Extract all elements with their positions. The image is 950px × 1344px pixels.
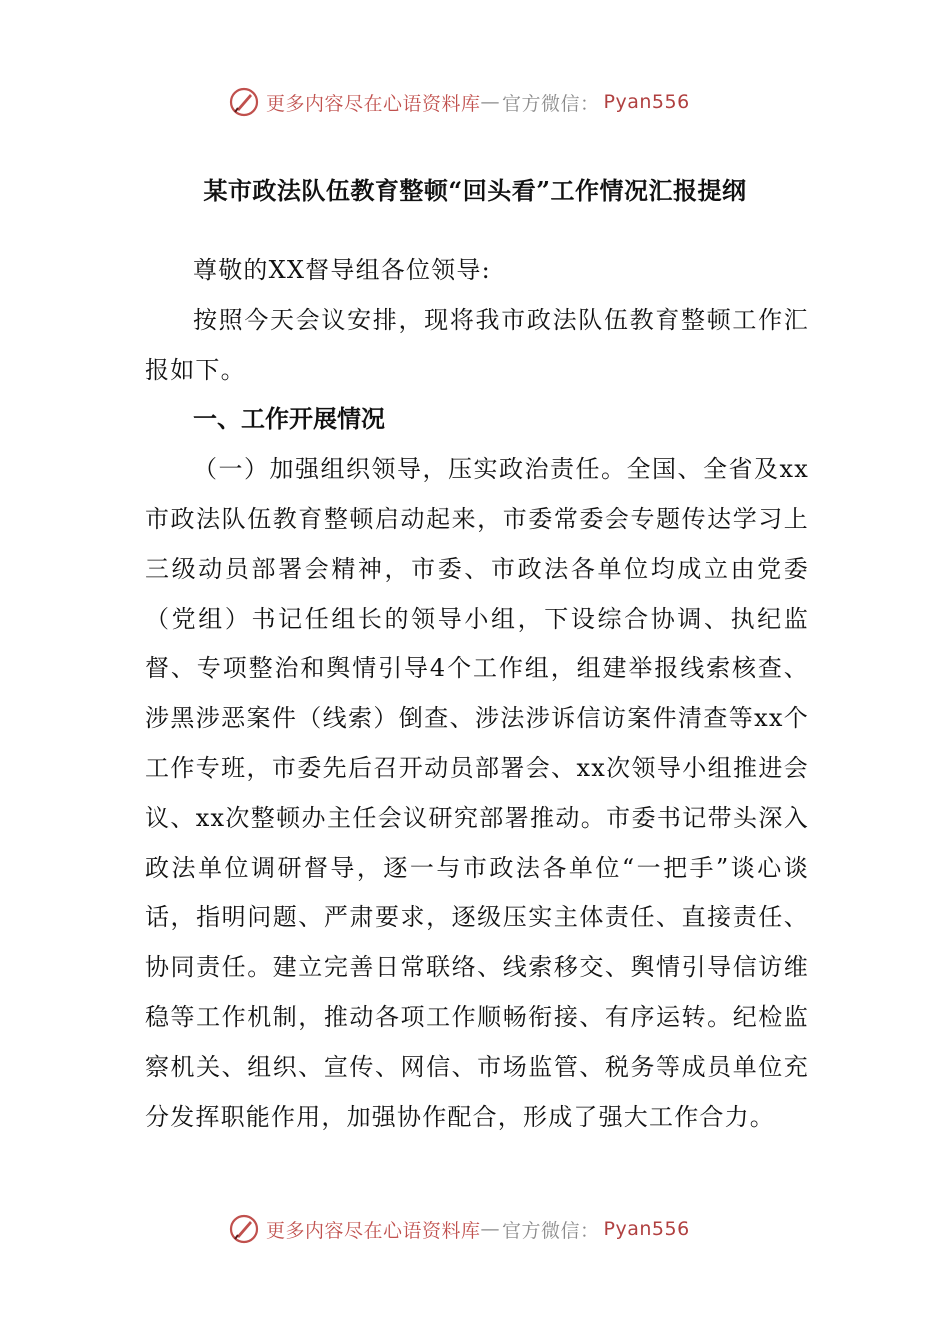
watermark-wechat-id: Pyan556 [603,91,690,113]
quill-logo-icon [228,86,260,118]
watermark-dash: — [480,91,501,113]
footer-watermark [228,1209,748,1249]
watermark-dash: — [480,1218,501,1240]
watermark-wechat-id: Pyan556 [603,1218,690,1240]
header-watermark [228,82,748,122]
salutation: 尊敬的XX督导组各位领导: [193,256,491,284]
intro-paragraph: 按照今天会议安排，现将我市政法队伍教育整顿工作汇报如下。 [145,305,809,384]
watermark-contact-label: 官方微信： [502,92,600,115]
watermark-text: 更多内容尽在心语资料库 [266,1219,481,1242]
document-body [145,246,809,1142]
document-title: 某市政法队伍教育整顿“回头看”工作情况汇报提纲 [203,176,747,205]
watermark-contact-label: 官方微信： [502,1219,600,1242]
section-paragraph: （一）加强组织领导，压实政治责任。全国、全省及xx市政法队伍教育整顿启动起来，市委常委会专题传达学习上三级动员部署会精神，市委、市政法各单位均成立由党委（党组）书记任组长的领导小组，下设综合协调、执纪监督、专项整治和舆情引导4个工作组，组建举报线索核查、涉黑涉恶案件（线索）倒查、涉法涉诉信访案件清查等xx个工作专班，市委先后召开动员部署会、xx次领导小组推进会议、xx次整顿办主任会议研究部署推动。市委书记带头深入政法单位调研督导，逐一与市政法各单位“一把手”谈心谈话，指明问题、严肃要求，逐级压实主体责任、直接责任、协同责任。建立完善日常联络、线索移交、舆情引导信访维稳等工作机制，推动各项工作顺畅衔接、有序运转。纪检监察机关、组织、宣传、网信、市场监管、税务等成员单位充分发挥职能作用，加强协作配合，形成了强大工作合力。 [145,455,809,1131]
watermark-text: 更多内容尽在心语资料库 [266,92,481,115]
section-heading: 一、工作开展情况 [193,405,385,434]
quill-logo-icon [228,1213,260,1245]
